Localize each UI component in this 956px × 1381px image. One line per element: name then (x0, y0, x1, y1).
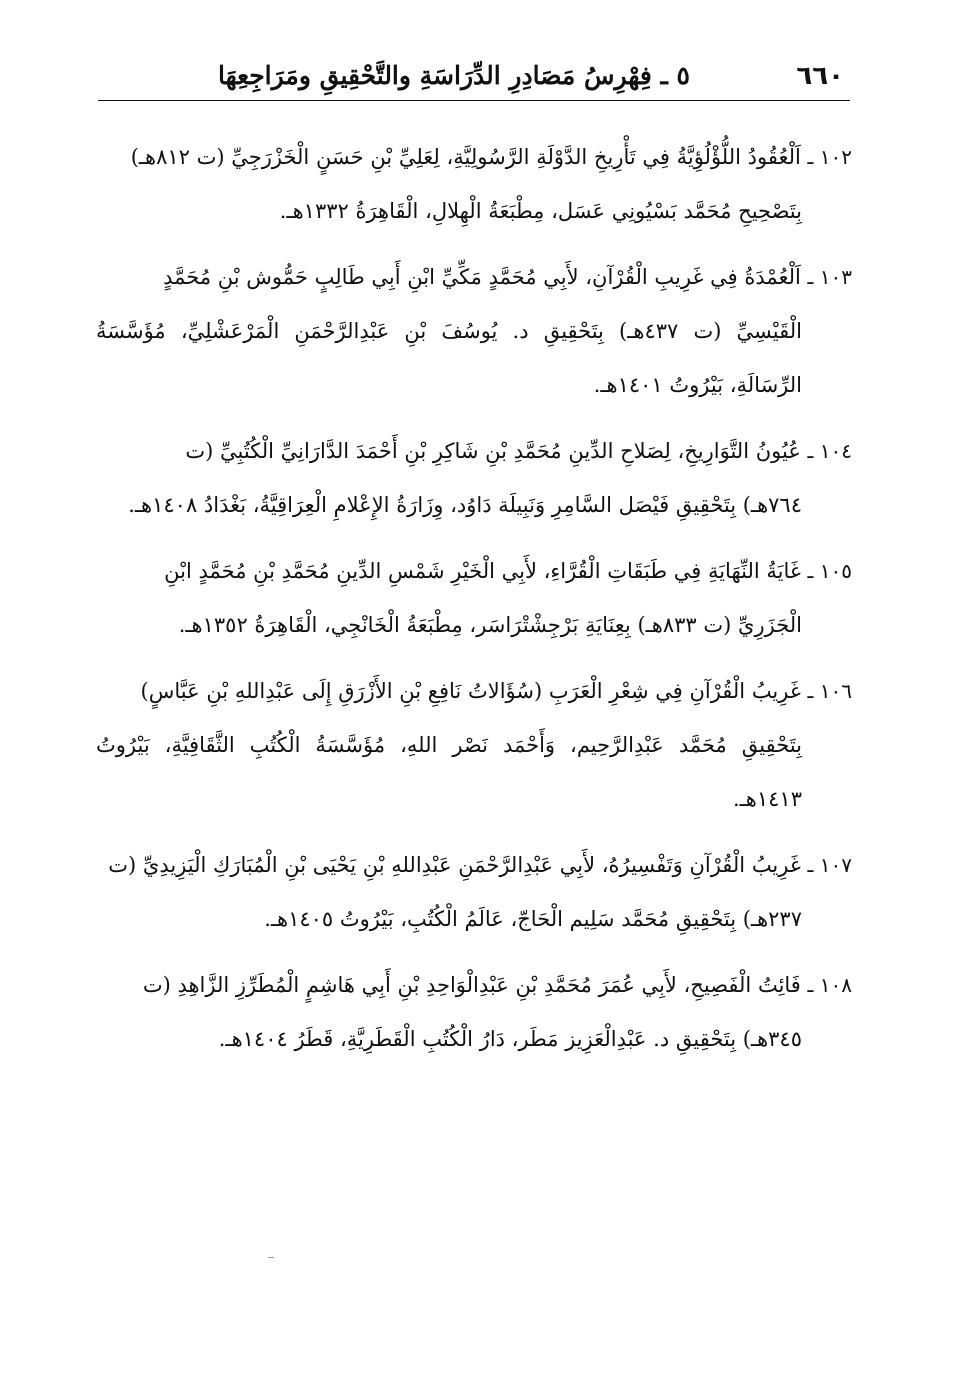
entry-continuation: الْقَيْسِيِّ (ت ٤٣٧هـ) بِتَحْقِيقِ د. يُوسُفَ بْنِ عَبْدِالرَّحْمَنِ الْمَرْعَشْلِيِّ، مُؤَسَّسَةُ الرِّسَالَةِ، بَيْرُوتُ ١٤٠١هـ. (96, 319, 802, 397)
entry-number: ١٠٧ ـ (807, 853, 852, 877)
entry-text: غَرِيبُ الْقُرْآنِ فِي شِعْرِ الْعَرَبِ (سُؤَالاتُ نَافِعِ بْنِ الأَزْرَقِ إِلَى عَبْدِاللهِ بْنِ عَبَّاسٍ) (140, 679, 801, 703)
entry-text: اَلْعُقُودُ اللُّؤْلُؤِيَّةُ فِي تَأْرِيخِ الدَّوْلَةِ الرَّسُولِيَّةِ، لِعَلِيِّ بْنِ حَسَنٍ الْخَزْرَجِيِّ (ت ٨١٢هـ) (130, 145, 801, 169)
entry-continuation: بِتَصْحِيحِ مُحَمَّد بَسْيُونِي عَسَل، مِطْبَعَةُ الْهِلالِ، الْقَاهِرَةُ ١٣٣٢هـ. (279, 199, 802, 223)
scan-speck (268, 1257, 274, 1258)
entry-continuation: ٣٤٥هـ) بِتَحْقِيقِ د. عَبْدِالْعَزِيز مَطَر، دَارُ الْكُتُبِ الْقَطَرِيَّةِ، قَطَرُ ١٤٠٤هـ. (218, 1027, 802, 1051)
running-title: ٥ ـ فِهْرِسُ مَصَادِرِ الدِّرَاسَةِ والتَّحْقِيقِ ومَرَاجِعِهَا (218, 61, 690, 90)
entry-text: فَائِتُ الْفَصِيحِ، لأَبِي عُمَرَ مُحَمَّدِ بْنِ عَبْدِالْوَاحِدِ بْنِ أَبِي هَاشِمٍ الْمُطَرِّزِ الزَّاهِدِ (ت (142, 973, 801, 997)
entry-number: ١٠٥ ـ (807, 559, 852, 583)
entry-number: ١٠٨ ـ (807, 973, 852, 997)
entry-number: ١٠٣ ـ (807, 265, 852, 289)
bibliography-entry (96, 838, 852, 946)
entry-continuation: ٧٦٤هـ) بِتَحْقِيقِ فَيْصَل السَّامِرِ وَنَبِيلَة دَاوُد، وِزَارَةُ الإِعْلامِ الْعِرَاقِيَّةُ، بَغْدَادُ ١٤٠٨هـ. (128, 493, 802, 517)
entry-continuation: ٢٣٧هـ) بِتَحْقِيقِ مُحَمَّد سَلِيم الْحَاجّ، عَالَمُ الْكُتُبِ، بَيْرُوتُ ١٤٠٥هـ. (264, 907, 802, 931)
entry-text: غَايَةُ النِّهَايَةِ فِي طَبَقَاتِ الْقُرَّاءِ، لأَبِي الْخَيْرِ شَمْسِ الدِّينِ مُحَمَّدِ بْنِ مُحَمَّدٍ ابْنِ (164, 559, 801, 583)
entry-text: عُيُونُ التَّوَارِيخِ، لِصَلاحِ الدِّينِ مُحَمَّدِ بْنِ شَاكِرِ بْنِ أَحْمَدَ الدَّارَانِيِّ الْكُتُبِيِّ (ت (185, 439, 801, 463)
entry-text: غَرِيبُ الْقُرْآنِ وَتَفْسِيرُهُ، لأَبِي عَبْدِالرَّحْمَنِ عَبْدِاللهِ بْنِ يَحْيَى بْنِ الْمُبَارَكِ الْيَزِيدِيِّ (ت (108, 853, 801, 877)
bibliography-entry (96, 958, 852, 1066)
header-rule (98, 100, 850, 101)
bibliography-entry (96, 130, 852, 238)
bibliography-entry (96, 664, 852, 826)
bibliography-entry (96, 424, 852, 532)
entry-number: ١٠٢ ـ (807, 145, 852, 169)
entry-text: اَلْعُمْدَةُ فِي غَرِيبِ الْقُرْآنِ، لأَبِي مُحَمَّدٍ مَكِّيِّ ابْنِ أَبِي طَالِبٍ حَمُّوش بْنِ مُحَمَّدٍ (163, 265, 801, 289)
entry-number: ١٠٤ ـ (807, 439, 852, 463)
bibliography-entry (96, 250, 852, 412)
entry-continuation: الْجَزَرِيِّ (ت ٨٣٣هـ) بِعِنَايَةِ بَرْجِشْتْرَاسَر، مِطْبَعَةُ الْخَانْجِي، الْقَاهِرَةُ ١٣٥٢هـ. (178, 613, 802, 637)
entry-number: ١٠٦ ـ (807, 679, 852, 703)
bibliography-entry (96, 544, 852, 652)
page-number: ٦٦٠ (796, 61, 844, 91)
entry-continuation: بِتَحْقِيقِ مُحَمَّد عَبْدِالرَّحِيم، وَأَحْمَد نَصْر اللهِ، مُؤَسَّسَةُ الْكُتُبِ الثَّقَافِيَّةِ، بَيْرُوتُ ١٤١٣هـ. (96, 733, 802, 811)
bibliography-list (96, 130, 852, 1078)
page-header (98, 58, 850, 98)
